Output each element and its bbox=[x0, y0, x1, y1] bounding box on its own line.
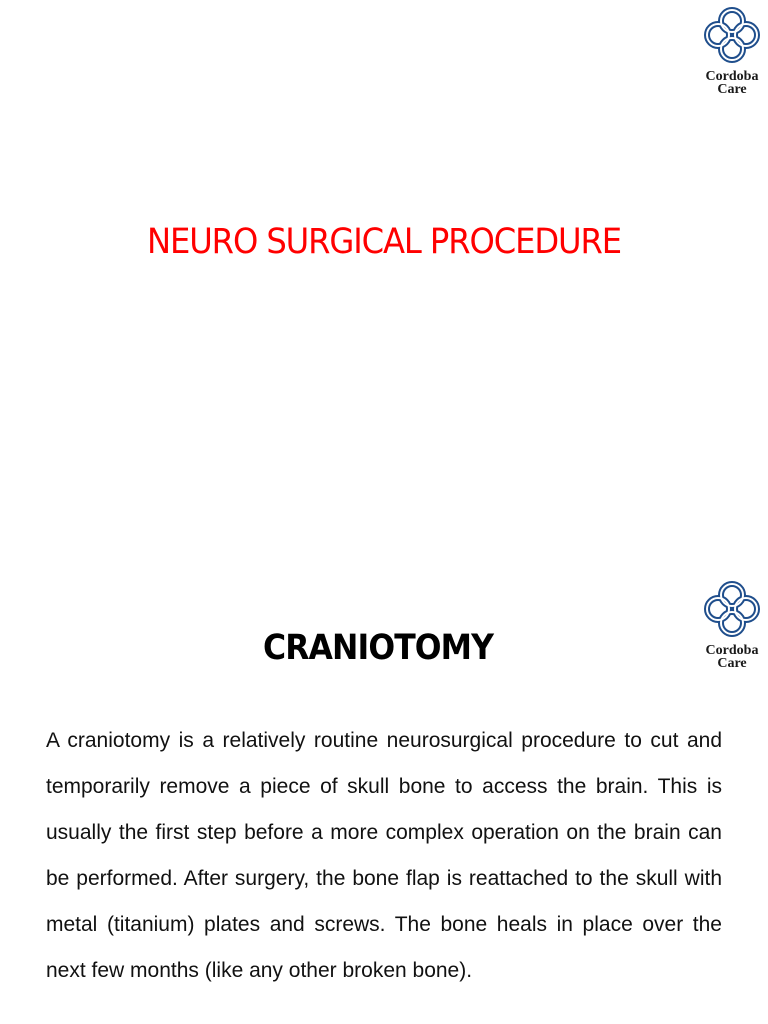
logo-line-1: Cordoba bbox=[705, 69, 759, 84]
logo-wordmark bbox=[696, 70, 768, 96]
cordoba-care-logo bbox=[696, 2, 768, 96]
slide-craniotomy bbox=[0, 570, 768, 1024]
slide-title: CRANIOTOMY bbox=[262, 628, 494, 668]
logo-line-2: Care bbox=[717, 82, 747, 97]
slide-body-text: A craniotomy is a relatively routine neurosurgical procedure to cut and temporarily remove a piece of skull bone to access the brain. This is usually the first step before a more complex operation on the brain can be performed. After surgery, the bone flap is reattached to the skull with metal (titanium) plates and screws. The bone heals in place over the next few months (like any other broken bone). bbox=[46, 729, 722, 982]
cordoba-care-knot-icon bbox=[699, 2, 765, 68]
logo-line-1: Cordoba bbox=[705, 643, 759, 658]
slide-title: NEURO SURGICAL PROCEDURE bbox=[146, 222, 622, 262]
logo-line-2: Care bbox=[717, 656, 747, 671]
